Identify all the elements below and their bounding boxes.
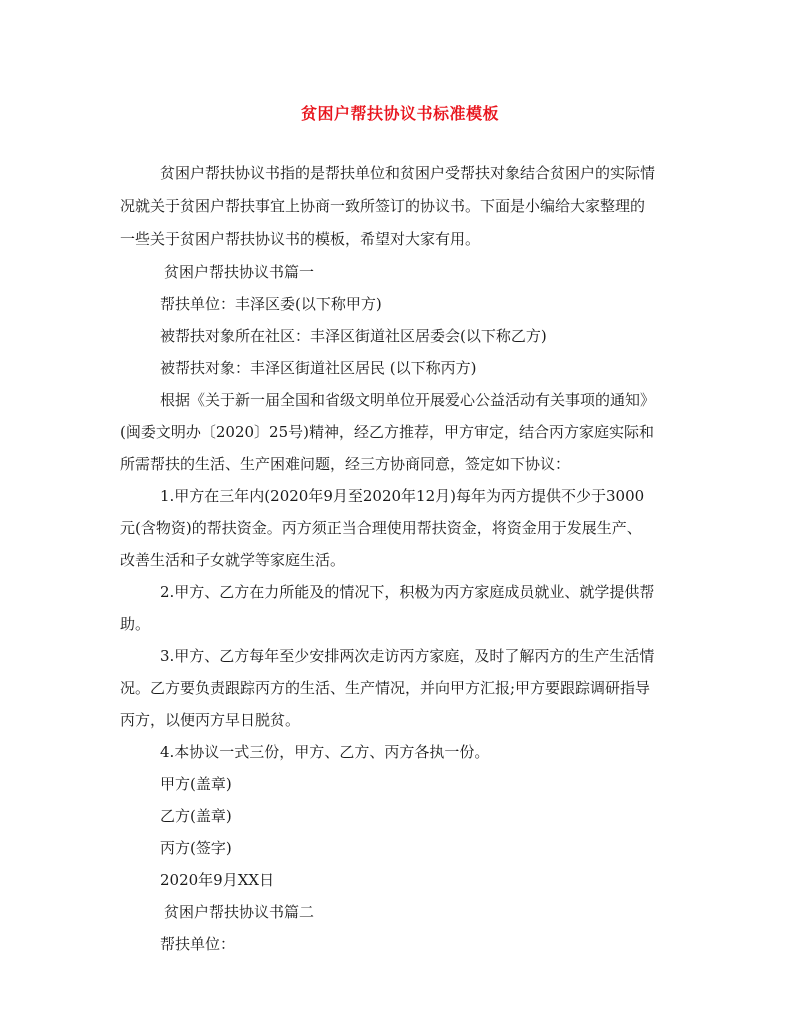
clause-line: 助。 xyxy=(120,615,151,633)
signature-line: 丙方(签字) xyxy=(160,839,232,857)
document-title: 贫困户帮扶协议书标准模板 xyxy=(300,104,499,123)
clause-line: 改善生活和子女就学等家庭生活。 xyxy=(120,551,346,569)
clause-line: 元(含物资)的帮扶资金。丙方须正当合理使用帮扶资金，将资金用于发展生产、 xyxy=(120,519,642,537)
party-line: 被帮扶对象所在社区：丰泽区街道社区居委会(以下称乙方) xyxy=(160,327,547,345)
party-line: 被帮扶对象：丰泽区街道社区居民 (以下称丙方) xyxy=(160,359,477,377)
clause-line: 况。乙方要负责跟踪丙方的生活、生产情况，并向甲方汇报;甲方要跟踪调研指导 xyxy=(120,679,651,697)
paragraph-line: 根据《关于新一届全国和省级文明单位开展爱心公益活动有关事项的通知》 xyxy=(160,391,656,409)
signature-line: 乙方(盖章) xyxy=(160,807,232,825)
date-line: 2020年9月XX日 xyxy=(160,871,275,889)
paragraph-line: 一些关于贫困户帮扶协议书的模板，希望对大家有用。 xyxy=(120,230,481,248)
party-line: 帮扶单位： xyxy=(160,935,236,953)
paragraph-line: 所需帮扶的生活、生产困难问题，经三方协商同意，签定如下协议： xyxy=(120,455,571,473)
clause-line: 4.本协议一式三份，甲方、乙方、丙方各执一份。 xyxy=(160,743,490,761)
section-heading: 贫困户帮扶协议书篇二 xyxy=(164,903,315,921)
section-heading: 贫困户帮扶协议书篇一 xyxy=(164,263,315,281)
paragraph-line: 贫困户帮扶协议书指的是帮扶单位和贫困户受帮扶对象结合贫困户的实际情 xyxy=(160,164,656,182)
clause-line: 1.甲方在三年内(2020年9月至2020年12月)每年为丙方提供不少于3000 xyxy=(160,487,645,505)
party-line: 帮扶单位：丰泽区委(以下称甲方) xyxy=(160,295,382,313)
paragraph-line: (闽委文明办〔2020〕25号)精神，经乙方推荐，甲方审定，结合丙方家庭实际和 xyxy=(120,423,654,441)
clause-line: 2.甲方、乙方在力所能及的情况下，积极为丙方家庭成员就业、就学提供帮 xyxy=(160,583,655,601)
clause-line: 3.甲方、乙方每年至少安排两次走访丙方家庭，及时了解丙方的生产生活情 xyxy=(160,647,655,665)
paragraph-line: 况就关于贫困户帮扶事宜上协商一致所签订的协议书。下面是小编给大家整理的 xyxy=(120,197,646,215)
clause-line: 丙方，以便丙方早日脱贫。 xyxy=(120,711,301,729)
signature-line: 甲方(盖章) xyxy=(160,775,232,793)
